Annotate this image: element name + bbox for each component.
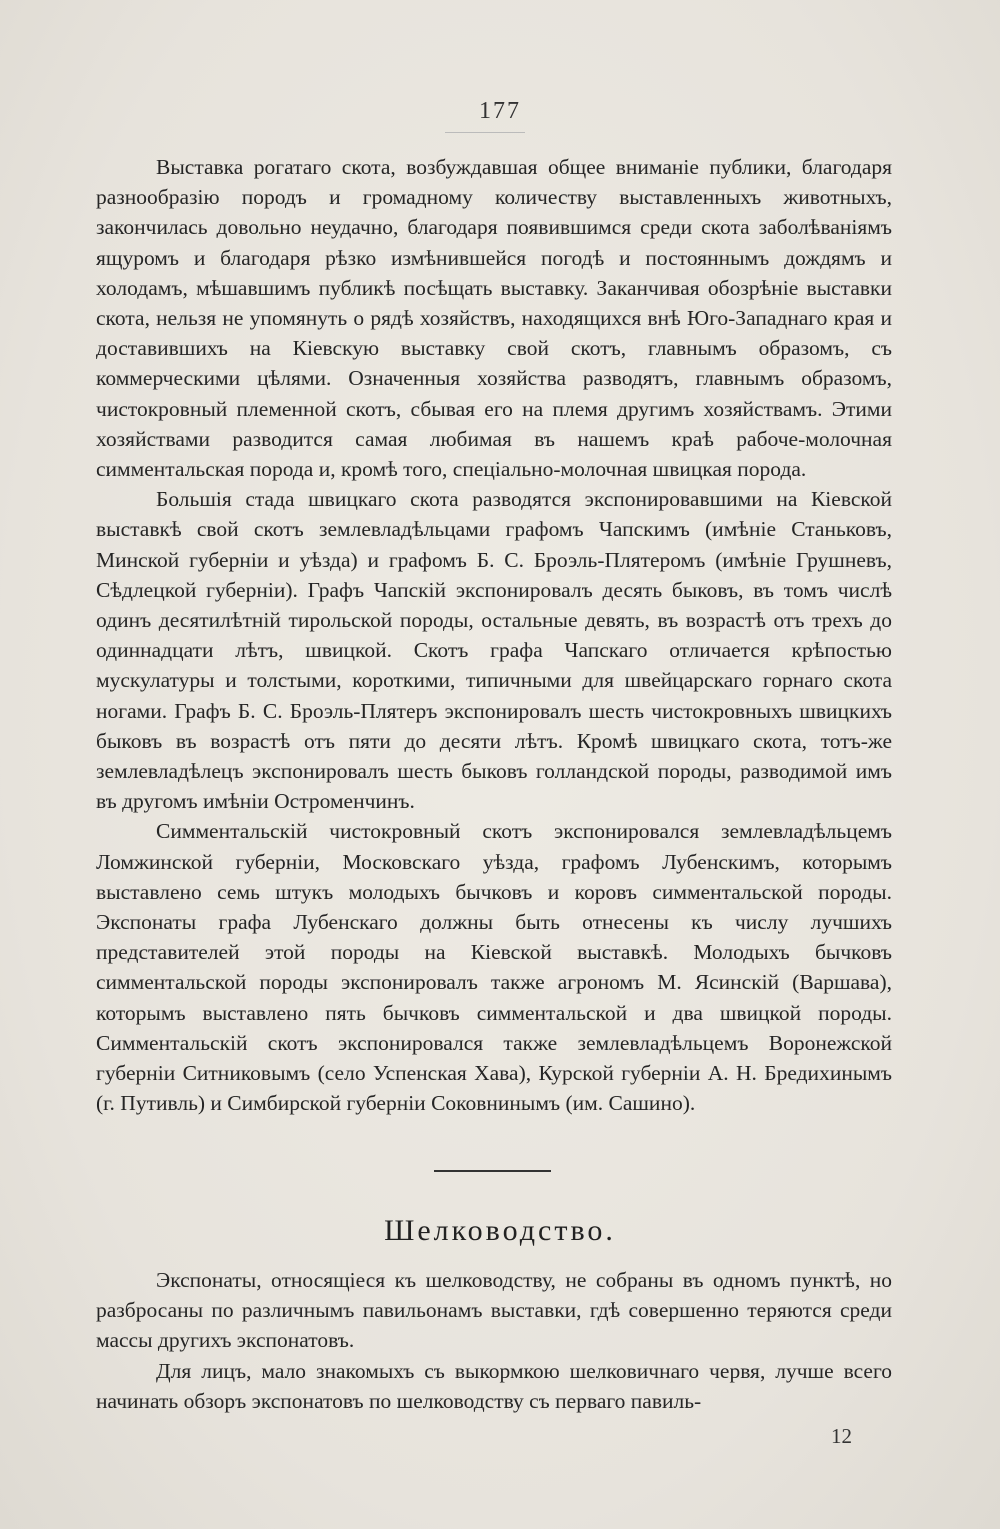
- section-text: [96, 1265, 892, 1416]
- section-title: Шелководство.: [384, 1214, 616, 1247]
- printer-signature-mark: 12: [831, 1424, 852, 1448]
- paragraph-sericulture-start: Для лицъ, мало знакомыхъ съ выкормкою шелковичнаго червя, лучше всего начинать обзоръ экспонатовъ по шелководству съ перваго павиль-: [96, 1358, 892, 1413]
- paragraph-simmental-cattle: Симментальскій чистокровный скотъ экспонировался землевладѣльцемъ Ломжинской губерніи, Московскаго уѣзда, графомъ Лубенскимъ, которымъ выставлено семь штукъ молодыхъ бычковъ и коровъ симментальской породы. Экспонаты графа Лубенскаго должны быть отнесены къ числу лучшихъ представителей этой породы на Кіевской выставкѣ. Молодыхъ бычковъ симментальской породы экспонировалъ также агрономъ М. Ясинскій (Варшава), которымъ выставлено пять бычковъ симментальской и два швицкой породы. Симментальскій скотъ экспонировался также землевладѣльцемъ Воронежской губерніи Ситниковымъ (село Успенская Хава), Курской губерніи А. Н. Бредихинымъ (г. Путивль) и Симбирской губерніи Соковнинымъ (им. Сашино).: [96, 819, 892, 1116]
- page-number: 177: [479, 98, 521, 124]
- paragraph-cattle-exhibition: Выставка рогатаго скота, возбуждавшая общее вниманіе публики, благодаря разнообразію породъ и громадному количеству выставленныхъ животныхъ, закончилась довольно неудачно, благодаря появившимся среди скота заболѣваніямъ ящуромъ и благодаря рѣзко измѣнившейся погодѣ и постояннымъ дождямъ и холодамъ, мѣшавшимъ публикѣ посѣщать выставку. Заканчивая обозрѣніе выставки скота, нельзя не упомянуть о рядѣ хозяйствъ, находящихся внѣ Юго-Западнаго края и доставившихъ на Кіевскую выставку свой скотъ, главнымъ образомъ, съ коммерческими цѣлями. Означенныя хозяйства разводятъ, главнымъ образомъ, чистокровный племенной скотъ, сбывая его на племя другимъ хозяйствамъ. Этими хозяйствами разводится самая любимая въ нашемъ краѣ рабоче-молочная симментальская порода и, кромѣ того, спеціально-молочная швицкая порода.: [96, 155, 892, 482]
- section-divider: [434, 1170, 551, 1172]
- paragraph-sericulture-intro: Экспонаты, относящіеся къ шелководству, не собраны въ одномъ пунктѣ, но разбросаны по различнымъ павильонамъ выставки, гдѣ совершенно теряются среди массы другихъ экспонатовъ.: [96, 1268, 892, 1353]
- page-number-rule: [445, 132, 525, 133]
- main-text: [96, 152, 892, 1119]
- paragraph-schwyz-cattle: Большія стада швицкаго скота разводятся экспонировавшими на Кіевской выставкѣ свой скотъ землевладѣльцами графомъ Чапскимъ (имѣніе Станьковъ, Минской губерніи и уѣзда) и графомъ Б. С. Броэль-Плятеромъ (имѣніе Грушневъ, Сѣдлецкой губерніи). Графъ Чапскій экспонировалъ десять быковъ, въ томъ числѣ одинъ десятилѣтній тирольской породы, остальные девять, въ возрастѣ отъ трехъ до одиннадцати лѣтъ, швицкой. Скотъ графа Чапскаго отличается крѣпостью мускулатуры и толстыми, короткими, типичными для швейцарскаго горнаго скота ногами. Графъ Б. С. Броэль-Плятеръ экспонировалъ шесть чистокровныхъ швицкихъ быковъ въ возрастѣ отъ пяти до десяти лѣтъ. Кромѣ швицкаго скота, тотъ-же землевладѣлецъ экспонировалъ шесть быковъ голландской породы, разводимой имъ въ другомъ имѣніи Остроменчинъ.: [96, 487, 892, 814]
